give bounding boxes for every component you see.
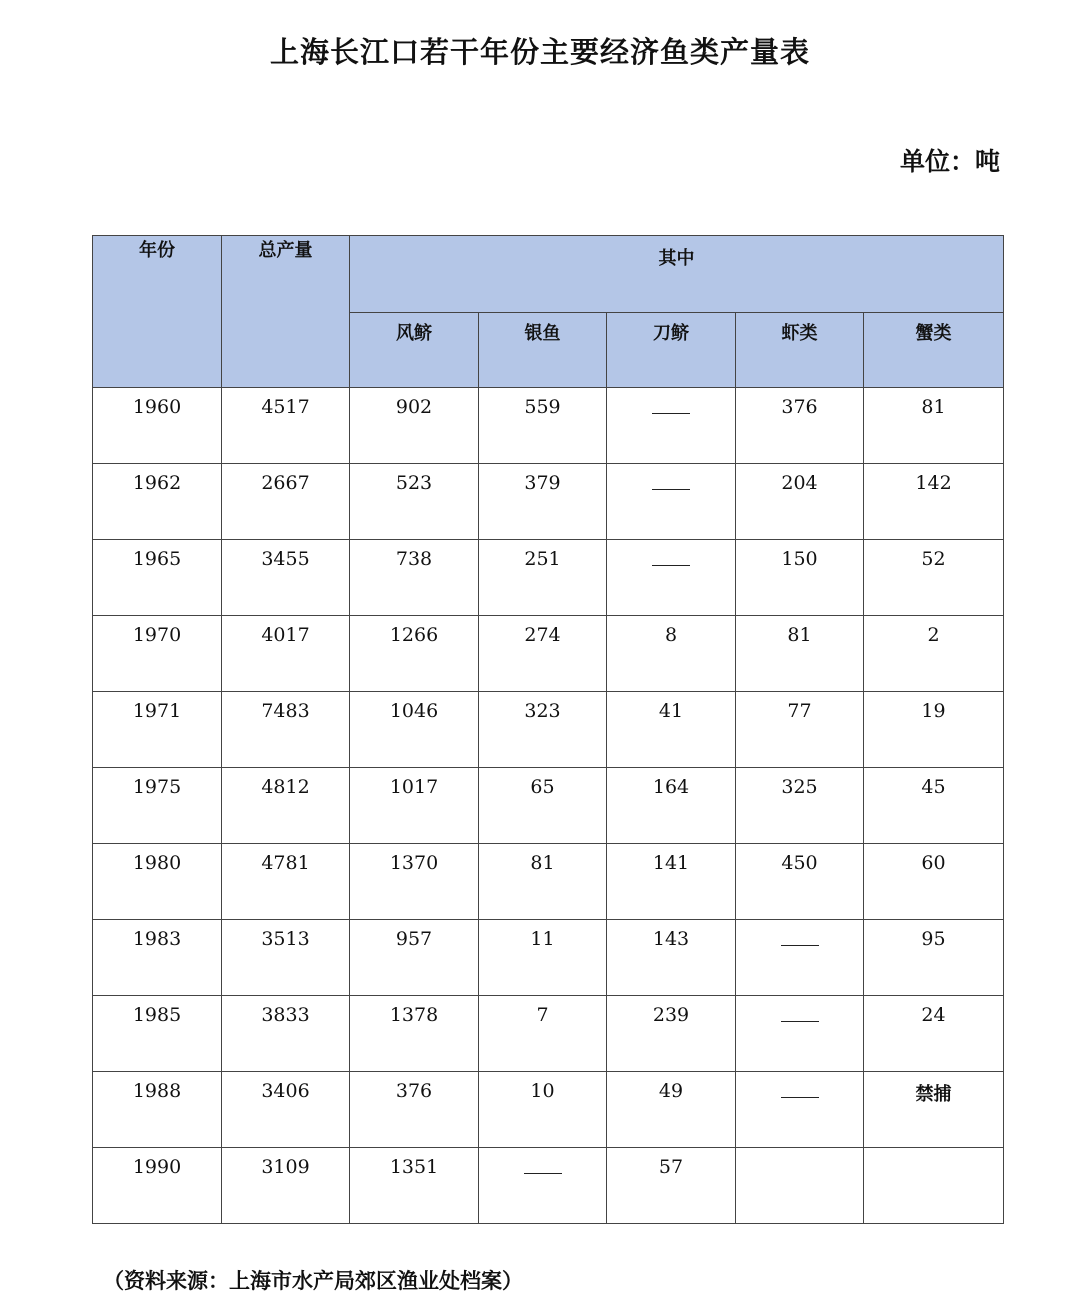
cell-value: 11 bbox=[530, 928, 555, 950]
cell-value: 1378 bbox=[389, 1004, 439, 1026]
cell-value: 52 bbox=[921, 548, 946, 570]
cell-value: 2667 bbox=[261, 472, 310, 494]
cell-value: 1970 bbox=[132, 624, 182, 646]
cell-yinyu bbox=[479, 1148, 607, 1224]
table-row bbox=[93, 616, 1004, 692]
cell-year bbox=[93, 996, 222, 1072]
dash-mark bbox=[524, 1173, 562, 1174]
cell-fengji bbox=[350, 996, 479, 1072]
cell-value: 204 bbox=[781, 472, 818, 494]
cell-value: 81 bbox=[921, 396, 946, 418]
cell-value: 3406 bbox=[261, 1080, 310, 1102]
dash-mark bbox=[781, 1021, 819, 1022]
table-row bbox=[93, 768, 1004, 844]
cell-value: 738 bbox=[395, 548, 433, 570]
header-group: 其中 bbox=[350, 236, 1004, 313]
source-note: （资料来源：上海市水产局郊区渔业处档案） bbox=[103, 1269, 523, 1293]
cell-total bbox=[222, 540, 350, 616]
cell-year bbox=[93, 540, 222, 616]
cell-value: 10 bbox=[530, 1080, 555, 1102]
cell-value: 4517 bbox=[261, 396, 310, 418]
cell-total bbox=[222, 920, 350, 996]
cell-total bbox=[222, 768, 350, 844]
cell-value: 45 bbox=[921, 776, 946, 798]
cell-xielei bbox=[864, 996, 1004, 1072]
cell-fengji bbox=[350, 1148, 479, 1224]
cell-value: 41 bbox=[658, 700, 684, 722]
cell-value: 957 bbox=[395, 928, 433, 950]
cell-fengji bbox=[350, 464, 479, 540]
cell-xielei bbox=[864, 1072, 1004, 1148]
cell-year bbox=[93, 388, 222, 464]
cell-daoji bbox=[607, 388, 736, 464]
cell-value: 1975 bbox=[132, 776, 182, 798]
cell-xielei bbox=[864, 844, 1004, 920]
cell-value: 3513 bbox=[261, 928, 310, 950]
cell-xialei bbox=[736, 1072, 864, 1148]
cell-value: 60 bbox=[921, 852, 946, 874]
cell-value: 325 bbox=[781, 776, 818, 798]
cell-value: 559 bbox=[524, 396, 561, 418]
cell-xielei bbox=[864, 616, 1004, 692]
cell-xialei bbox=[736, 692, 864, 768]
cell-value: 450 bbox=[781, 852, 818, 874]
cell-value: 19 bbox=[921, 700, 946, 722]
cell-year bbox=[93, 692, 222, 768]
cell-value: 1971 bbox=[132, 700, 182, 722]
cell-value: 57 bbox=[658, 1156, 684, 1178]
cell-yinyu bbox=[479, 692, 607, 768]
cell-daoji bbox=[607, 1148, 736, 1224]
cell-fengji bbox=[350, 1072, 479, 1148]
cell-value: 3455 bbox=[261, 548, 310, 570]
table-row bbox=[93, 692, 1004, 768]
cell-daoji bbox=[607, 844, 736, 920]
cell-total bbox=[222, 1072, 350, 1148]
table-row bbox=[93, 996, 1004, 1072]
cell-value: 1965 bbox=[132, 548, 182, 570]
cell-fengji bbox=[350, 692, 479, 768]
cell-value: 523 bbox=[395, 472, 433, 494]
table-row bbox=[93, 1148, 1004, 1224]
page-title: 上海长江口若干年份主要经济鱼类产量表 bbox=[269, 35, 810, 69]
cell-year bbox=[93, 616, 222, 692]
cell-value: 1370 bbox=[389, 852, 439, 874]
cell-value: 24 bbox=[921, 1004, 946, 1026]
cell-value: 379 bbox=[524, 472, 561, 494]
cell-value: 143 bbox=[652, 928, 690, 950]
cell-total bbox=[222, 844, 350, 920]
cell-value: 4812 bbox=[261, 776, 310, 798]
cell-xialei bbox=[736, 996, 864, 1072]
unit-label: 单位：吨 bbox=[899, 147, 1000, 176]
cell-yinyu bbox=[479, 388, 607, 464]
table-row bbox=[93, 388, 1004, 464]
cell-value: 239 bbox=[652, 1004, 690, 1026]
cell-year bbox=[93, 920, 222, 996]
cell-value: 7483 bbox=[261, 700, 310, 722]
cell-daoji bbox=[607, 692, 736, 768]
header-yinyu: 银鱼 bbox=[479, 313, 607, 388]
cell-value: 1266 bbox=[389, 624, 439, 646]
cell-xialei bbox=[736, 540, 864, 616]
cell-fengji bbox=[350, 388, 479, 464]
header-total: 总产量 bbox=[222, 236, 350, 388]
dash-mark bbox=[781, 1097, 819, 1098]
dash-mark bbox=[652, 489, 690, 490]
cell-value: 77 bbox=[787, 700, 812, 722]
cell-value: 1962 bbox=[132, 472, 182, 494]
cell-total bbox=[222, 616, 350, 692]
cell-value: 1988 bbox=[132, 1080, 182, 1102]
cell-daoji bbox=[607, 768, 736, 844]
cell-value: 81 bbox=[530, 852, 555, 874]
cell-value: 323 bbox=[524, 700, 561, 722]
dash-mark bbox=[652, 413, 690, 414]
cell-year bbox=[93, 1072, 222, 1148]
cell-xialei bbox=[736, 464, 864, 540]
cell-value: 8 bbox=[664, 624, 678, 646]
table-body bbox=[93, 388, 1004, 1224]
cell-value: 1351 bbox=[389, 1156, 439, 1178]
cell-daoji bbox=[607, 464, 736, 540]
cell-value: 141 bbox=[652, 852, 690, 874]
cell-total bbox=[222, 692, 350, 768]
table-row bbox=[93, 540, 1004, 616]
cell-value: 3833 bbox=[261, 1004, 310, 1026]
cell-value: 1017 bbox=[389, 776, 439, 798]
cell-daoji bbox=[607, 920, 736, 996]
cell-xielei bbox=[864, 768, 1004, 844]
table-header bbox=[93, 236, 1004, 388]
cell-total bbox=[222, 996, 350, 1072]
cell-yinyu bbox=[479, 616, 607, 692]
cell-year bbox=[93, 1148, 222, 1224]
cell-yinyu bbox=[479, 920, 607, 996]
cell-total bbox=[222, 464, 350, 540]
cell-yinyu bbox=[479, 844, 607, 920]
header-xielei: 蟹类 bbox=[864, 313, 1004, 388]
cell-value: 1990 bbox=[132, 1156, 182, 1178]
table-row bbox=[93, 1072, 1004, 1148]
header-year: 年份 bbox=[93, 236, 222, 388]
cell-value: 1960 bbox=[132, 396, 182, 418]
cell-xialei bbox=[736, 616, 864, 692]
cell-fengji bbox=[350, 768, 479, 844]
cell-xielei bbox=[864, 920, 1004, 996]
cell-value: 274 bbox=[524, 624, 561, 646]
cell-value: 376 bbox=[781, 396, 818, 418]
cell-value: 376 bbox=[395, 1080, 433, 1102]
cell-daoji bbox=[607, 616, 736, 692]
cell-xielei bbox=[864, 540, 1004, 616]
cell-daoji bbox=[607, 996, 736, 1072]
header-fengji: 风鲚 bbox=[350, 313, 479, 388]
cell-value: 1985 bbox=[132, 1004, 182, 1026]
production-table bbox=[92, 235, 1004, 1224]
dash-mark bbox=[652, 565, 690, 566]
cell-fengji bbox=[350, 844, 479, 920]
cell-total bbox=[222, 1148, 350, 1224]
cell-xialei bbox=[736, 1148, 864, 1224]
cell-value: 251 bbox=[524, 548, 561, 570]
cell-yinyu bbox=[479, 464, 607, 540]
cell-year bbox=[93, 464, 222, 540]
cell-value: 4781 bbox=[261, 852, 310, 874]
cell-fengji bbox=[350, 540, 479, 616]
cell-value: 164 bbox=[652, 776, 690, 798]
cell-yinyu bbox=[479, 1072, 607, 1148]
cell-year bbox=[93, 844, 222, 920]
cell-value: 1046 bbox=[389, 700, 439, 722]
cell-xielei bbox=[864, 692, 1004, 768]
cell-daoji bbox=[607, 540, 736, 616]
header-xialei: 虾类 bbox=[736, 313, 864, 388]
cell-yinyu bbox=[479, 996, 607, 1072]
cell-xielei bbox=[864, 1148, 1004, 1224]
cell-value: 142 bbox=[915, 472, 952, 494]
cell-value: 49 bbox=[658, 1080, 684, 1102]
cell-value: 1980 bbox=[132, 852, 182, 874]
cell-xialei bbox=[736, 844, 864, 920]
cell-value: 4017 bbox=[261, 624, 310, 646]
cell-fengji bbox=[350, 920, 479, 996]
cell-value: 2 bbox=[927, 624, 940, 646]
cell-yinyu bbox=[479, 768, 607, 844]
cell-value: 7 bbox=[536, 1004, 549, 1026]
cell-total bbox=[222, 388, 350, 464]
cell-xialei bbox=[736, 388, 864, 464]
cell-value: 902 bbox=[395, 396, 433, 418]
cell-value: 81 bbox=[787, 624, 812, 646]
dash-mark bbox=[781, 945, 819, 946]
header-daoji: 刀鲚 bbox=[607, 313, 736, 388]
table-row bbox=[93, 844, 1004, 920]
cell-xialei bbox=[736, 768, 864, 844]
cell-value: 65 bbox=[530, 776, 555, 798]
cell-value: 95 bbox=[921, 928, 946, 950]
cell-yinyu bbox=[479, 540, 607, 616]
cell-xielei bbox=[864, 464, 1004, 540]
cell-xielei bbox=[864, 388, 1004, 464]
cell-value: 1983 bbox=[132, 928, 182, 950]
cell-year bbox=[93, 768, 222, 844]
cell-daoji bbox=[607, 1072, 736, 1148]
cell-fengji bbox=[350, 616, 479, 692]
table-row bbox=[93, 920, 1004, 996]
table-row bbox=[93, 464, 1004, 540]
cell-value: 禁捕 bbox=[915, 1084, 952, 1105]
cell-value: 3109 bbox=[261, 1156, 310, 1178]
cell-value: 150 bbox=[781, 548, 818, 570]
cell-xialei bbox=[736, 920, 864, 996]
